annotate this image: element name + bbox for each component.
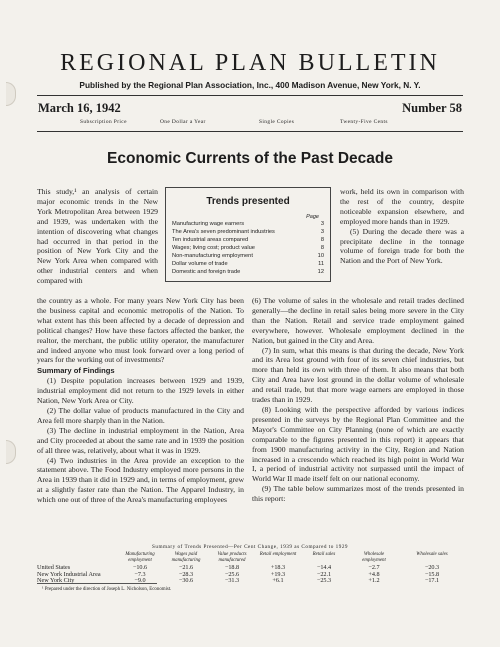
page-column-label: Page bbox=[306, 214, 319, 220]
table-cell: −15.8 bbox=[424, 571, 440, 578]
finding-paragraph: (2) The dollar value of products manufactured in the City and Area fell more sharply than in the Nation. bbox=[37, 405, 244, 425]
trend-page: 10 bbox=[317, 253, 324, 259]
table-cell: −18.8 bbox=[224, 564, 240, 571]
table-header: Value products manufactured bbox=[217, 552, 247, 563]
table-cell: −2.7 bbox=[368, 564, 380, 571]
finding-paragraph: (3) The decline in industrial employment in the Nation, Area and City proceeded at about the same rate and in 1939 the position of all three was, relatively, about what it was in 1929. bbox=[37, 425, 244, 455]
intro-continued: the country as a whole. For many years New York City has been the business capital and economic metropolis of the Nation. To what extent has this been affected by a decade of depression and political changes? How have these factors affected the banker, the realtor, the merchant, the public utility operator, the manufacturer and indeed anyone who must look forward over a long period of years for the working out of investments? bbox=[37, 296, 244, 365]
trend-page: 11 bbox=[318, 261, 324, 267]
table-row-label: New York City bbox=[37, 577, 75, 584]
table-header: Manufacturing employment bbox=[125, 552, 155, 563]
right-column bbox=[252, 296, 464, 504]
trend-row bbox=[172, 261, 324, 269]
table-cell: −31.3 bbox=[224, 577, 240, 584]
finding-paragraph: (4) Two industries in the Area provide an exception to the statement above. The Food Industry employed more persons in the Area in 1939 than it did in 1929 and, in terms of employment, grew at a slightly faster rate than the Nation. The Apparel Industry, in which one out of three of the Area's manufacturing employees bbox=[37, 455, 244, 505]
bulletin-title: REGIONAL PLAN BULLETIN bbox=[60, 50, 440, 76]
table-row-label: United States bbox=[37, 564, 71, 571]
table-cell: −7.3 bbox=[134, 571, 146, 578]
intro-column bbox=[37, 187, 158, 286]
table-cell: −22.1 bbox=[316, 571, 332, 578]
subscription-value: One Dollar a Year bbox=[160, 119, 206, 125]
trend-page: 12 bbox=[317, 269, 324, 275]
footnote-rule bbox=[37, 583, 157, 584]
table-cell: +4.8 bbox=[368, 571, 380, 578]
left-column bbox=[37, 296, 244, 505]
table-row-label: New York Industrial Area bbox=[37, 571, 101, 578]
single-copies-label: Single Copies bbox=[259, 119, 295, 125]
table-cell: +19.3 bbox=[270, 571, 286, 578]
trend-label: Manufacturing wage earners bbox=[172, 221, 245, 227]
table-header: Wholesale sales bbox=[416, 552, 448, 557]
trend-row bbox=[172, 221, 324, 229]
trend-label: Domestic and foreign trade bbox=[172, 269, 241, 275]
trend-label: The Area's seven predominant industries bbox=[172, 229, 275, 235]
finding-paragraph: (1) Despite population increases between 1929 and 1939, industrial employment did not return to the 1929 levels in either Nation, New York Area or City. bbox=[37, 376, 244, 406]
table-header: Retail sales bbox=[312, 552, 336, 557]
finding-paragraph: (9) The table below summarizes most of the trends presented in this report: bbox=[252, 484, 464, 504]
trend-page: 8 bbox=[320, 237, 324, 243]
table-cell: +1.2 bbox=[368, 577, 380, 584]
article-title: Economic Currents of the Past Decade bbox=[107, 150, 393, 167]
body-paragraph: (5) During the decade there was a precipitate decline in the tonnage volume of foreign trade for both the Nation and the Port of New York. bbox=[340, 226, 464, 266]
table-cell: −30.6 bbox=[178, 577, 194, 584]
table-cell: −10.6 bbox=[132, 564, 148, 571]
table-cell: −20.3 bbox=[424, 564, 440, 571]
trend-label: Ten industrial areas compared bbox=[172, 237, 249, 243]
trend-row bbox=[172, 269, 324, 277]
finding-paragraph: (6) The volume of sales in the wholesale and retail trades declined generally—the decline in retail sales being more severe in the City than the Nation. Retail and service trade employment gained everywhere, however. Wholesale employment declined in the Nation, but gained in the City and Area. bbox=[252, 296, 464, 345]
trend-row bbox=[172, 245, 324, 253]
publisher-line: Published by the Regional Plan Association, Inc., 400 Madison Avenue, New York, N. Y. bbox=[79, 80, 421, 90]
intro-paragraph: This study,¹ an analysis of certain major economic trends in the New York Metropolitan Area between 1929 and 1939, was undertaken with the intention of discovering what changes had occurred in that period in the position of New York City and the New York Area when compared with other industrial centers and when compared with bbox=[37, 187, 158, 286]
table-cell: −17.1 bbox=[424, 577, 440, 584]
trends-box bbox=[165, 187, 331, 282]
right-top-column bbox=[340, 187, 464, 266]
footnote: ¹ Prepared under the direction of Joseph L. Nicholson, Economist. bbox=[42, 587, 172, 592]
trends-box-title: Trends presented bbox=[206, 196, 290, 207]
finding-paragraph: (7) In sum, what this means is that during the decade, New York and its Area lost ground with four of its seven chief industries, but more than held its own with three of them. It also means that both City and Area have lost ground in the dollar volume of wholesale and retail trade, but that more wage earners are employed in those trades than in 1929. bbox=[252, 345, 464, 405]
table-cell: −21.6 bbox=[178, 564, 194, 571]
trend-label: Non-manufacturing employment bbox=[172, 253, 253, 259]
table-header: Retail employment bbox=[259, 552, 297, 557]
table-cell: −25.3 bbox=[316, 577, 332, 584]
trend-page: 3 bbox=[320, 229, 324, 235]
divider bbox=[37, 95, 463, 96]
table-cell: −14.4 bbox=[316, 564, 332, 571]
finding-paragraph: (8) Looking with the perspective afforded by various indices presented in the surveys by the Regional Plan Committee and the Mayor's Committee on City Planning (none of which are exactly comparable to the figures presented in this report) it appears that from 1900 manufacturing activity in the City, Region and Nation increased in a crescendo which reached its high point in World War I, a period of industrial activity not surpassed until the impact of World War II made itself felt on our national economy. bbox=[252, 404, 464, 484]
trend-row bbox=[172, 237, 324, 245]
divider bbox=[37, 131, 463, 132]
issue-date: March 16, 1942 bbox=[38, 101, 121, 115]
findings-heading: Summary of Findings bbox=[37, 366, 115, 376]
trend-row bbox=[172, 229, 324, 237]
single-copies-value: Twenty-Five Cents bbox=[340, 119, 388, 125]
binder-hole bbox=[6, 440, 16, 464]
body-paragraph: work, held its own in comparison with the rest of the country, despite noticeable expansion elsewhere, and employed more hands than in 1929. bbox=[340, 187, 464, 226]
trend-row bbox=[172, 253, 324, 261]
summary-table-caption: Summary of Trends Presented—Per Cent Change, 1939 as Compared to 1929 bbox=[151, 544, 349, 550]
table-cell: +18.3 bbox=[270, 564, 286, 571]
table-cell: +6.1 bbox=[272, 577, 284, 584]
trend-page: 3 bbox=[320, 221, 324, 227]
table-cell: −28.3 bbox=[178, 571, 194, 578]
table-cell: −9.0 bbox=[134, 577, 146, 584]
trend-label: Wages; living cost; product value bbox=[172, 245, 255, 251]
table-cell: −25.6 bbox=[224, 571, 240, 578]
subscription-label: Subscription Price bbox=[80, 119, 127, 125]
table-header: Wages paid manufacturing bbox=[171, 552, 201, 563]
table-header: Wholesale employment bbox=[362, 552, 386, 563]
trend-page: 8 bbox=[320, 245, 324, 251]
issue-number: Number 58 bbox=[402, 101, 462, 115]
trend-label: Dollar volume of trade bbox=[172, 261, 228, 267]
